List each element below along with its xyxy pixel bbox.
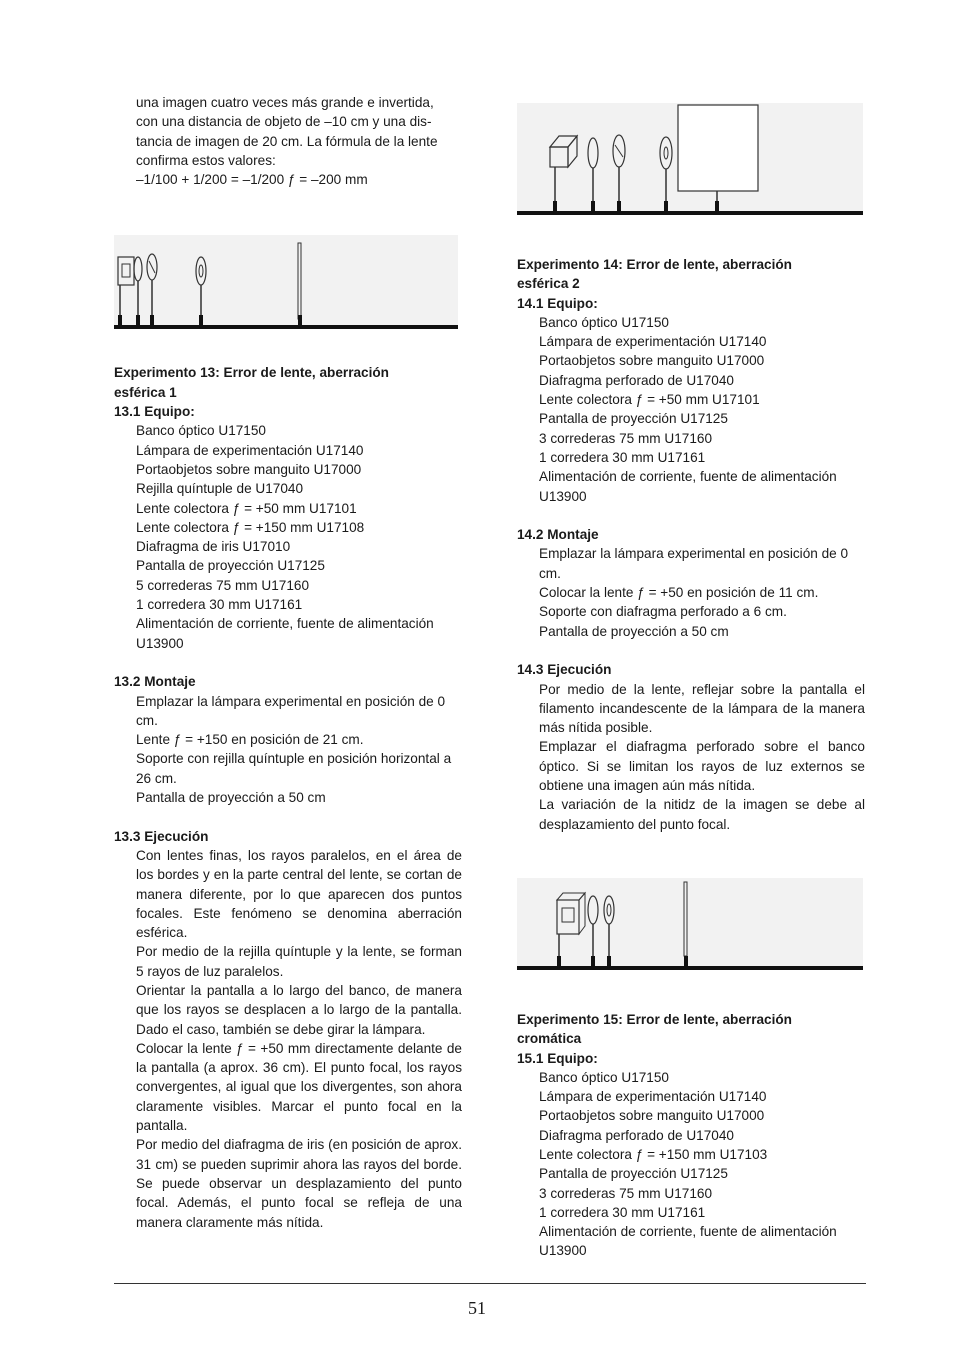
left-column xyxy=(114,93,462,1232)
paragraph: La variación de la nitidz de la imagen se debe al desplazamiento del punto focal. xyxy=(539,797,865,832)
paragraph: Emplazar el diafragma perforado sobre el banco óptico. Si se limitan los rayos de luz externos se obtiene una imagen aún más nítida. xyxy=(539,739,865,794)
list-item: 3 correderas 75 mm U17160 xyxy=(539,1185,713,1201)
list-item: Colocar la lente ƒ = +50 en posición de 11 cm. xyxy=(539,585,819,601)
list-item: Banco óptico U17150 xyxy=(136,423,266,439)
setup-figure-exp15 xyxy=(517,878,863,976)
list-item: Pantalla de proyección U17125 xyxy=(539,411,728,427)
list-item: Lente colectora ƒ = +150 mm U17103 xyxy=(539,1146,768,1162)
exp15-equipo-heading: 15.1 Equipo: xyxy=(517,1050,598,1066)
list-item: Diafragma de iris U17010 xyxy=(136,539,291,555)
list-item: Lámpara de experimentación U17140 xyxy=(136,442,364,458)
list-item: 1 corredera 30 mm U17161 xyxy=(539,1204,706,1220)
intro-line: tancia de imagen de 20 cm. La fórmula de la lente xyxy=(136,133,438,149)
exp15-equipo-list xyxy=(517,1068,865,1261)
list-item: Lente colectora ƒ = +50 mm U17101 xyxy=(539,392,760,408)
list-item: Pantalla de proyección U17125 xyxy=(136,558,325,574)
list-item: Portaobjetos sobre manguito U17000 xyxy=(539,1108,765,1124)
setup-figure-exp13 xyxy=(114,235,458,335)
list-item: 1 corredera 30 mm U17161 xyxy=(136,597,303,613)
list-item: Pantalla de proyección a 50 cm xyxy=(136,790,326,806)
exp13-title: esférica 1 xyxy=(114,384,177,400)
list-item: Alimentación de corriente, fuente de alimentación U13900 xyxy=(136,616,434,651)
exp13-equipo-list xyxy=(114,421,462,653)
list-item: Diafragma perforado de U17040 xyxy=(539,372,734,388)
list-item: Portaobjetos sobre manguito U17000 xyxy=(539,353,765,369)
footer-divider xyxy=(114,1283,866,1284)
intro-line: una imagen cuatro veces más grande e invertida, xyxy=(136,95,434,110)
exp13-ejecucion-heading: 13.3 Ejecución xyxy=(114,828,209,844)
exp14-equipo-list xyxy=(517,313,865,506)
list-item: Banco óptico U17150 xyxy=(539,1069,669,1085)
intro-line: confirma estos valores: xyxy=(136,152,276,168)
exp13-montaje-list xyxy=(114,692,462,808)
paragraph: Por medio del diafragma de iris (en posición de aprox. 31 cm) se pueden suprimir ahora las rayos del borde. Se puede observar un desplazamiento del punto focal. Además, el punto focal se refleja de una manera claramente más nítida. xyxy=(136,1137,462,1230)
exp14-title: esférica 2 xyxy=(517,276,580,292)
list-item: Banco óptico U17150 xyxy=(539,314,669,330)
paragraph: Con lentes finas, los rayos paralelos, en el área de los bordes y en la parte central del lente, se cortan de manera diferente, por lo que aparecen dos puntos focales. Este fenómeno se denomina aberración esférica. xyxy=(136,847,462,941)
exp13-ejecucion-text xyxy=(114,846,462,1232)
list-item: Soporte con rejilla quíntuple en posición horizontal a 26 cm. xyxy=(136,751,452,786)
list-item: Rejilla quíntuple de U17040 xyxy=(136,481,304,497)
paragraph: Colocar la lente ƒ = +50 mm directamente delante de la pantalla (a aprox. 36 cm). El punto focal, los rayos convergentes, al igual que los divergentes, son ahora claramente visibles. Marcar el punto focal en la pantalla. xyxy=(136,1040,462,1134)
list-item: 3 correderas 75 mm U17160 xyxy=(539,430,713,446)
exp13-title: Experimento 13: Error de lente, aberración xyxy=(114,365,389,381)
exp13-montaje-heading: 13.2 Montaje xyxy=(114,674,196,690)
paragraph: Por medio de la lente, reflejar sobre la pantalla el filamento incandescente de la lámpara de la manera más nítida posible. xyxy=(539,681,865,736)
list-item: Pantalla de proyección a 50 cm xyxy=(539,623,729,639)
list-item: 1 corredera 30 mm U17161 xyxy=(539,449,706,465)
list-item: Pantalla de proyección U17125 xyxy=(539,1166,728,1182)
list-item: Diafragma perforado de U17040 xyxy=(539,1127,734,1143)
exp15-title: cromática xyxy=(517,1031,582,1047)
list-item: Lámpara de experimentación U17140 xyxy=(539,1089,767,1105)
intro-line: con una distancia de objeto de –10 cm y una dis- xyxy=(136,114,432,130)
list-item: Portaobjetos sobre manguito U17000 xyxy=(136,461,362,477)
list-item: Emplazar la lámpara experimental en posición de 0 cm. xyxy=(539,546,849,581)
list-item: Lente colectora ƒ = +50 mm U17101 xyxy=(136,500,357,516)
paragraph: Por medio de la rejilla quíntuple y la lente, se forman 5 rayos de luz paralelos. xyxy=(136,944,462,979)
paragraph: Orientar la pantalla a lo largo del banco, de manera que los rayos se desplacen a lo largo de la pantalla. Dado el caso, también se debe girar la lámpara. xyxy=(136,982,462,1037)
exp14-equipo-heading: 14.1 Equipo: xyxy=(517,295,598,311)
list-item: Lente ƒ = +150 en posición de 21 cm. xyxy=(136,732,364,748)
exp14-montaje-list xyxy=(517,544,865,640)
right-column xyxy=(517,93,865,1261)
list-item: Soporte con diafragma perforado a 6 cm. xyxy=(539,604,787,620)
exp14-title: Experimento 14: Error de lente, aberración xyxy=(517,257,792,272)
list-item: Lámpara de experimentación U17140 xyxy=(539,334,767,350)
list-item: Alimentación de corriente, fuente de alimentación U13900 xyxy=(539,1224,837,1259)
exp14-ejecucion-text xyxy=(517,680,865,834)
exp13-equipo-heading: 13.1 Equipo: xyxy=(114,404,195,420)
exp15-title: Experimento 15: Error de lente, aberración xyxy=(517,1011,792,1027)
list-item: 5 correderas 75 mm U17160 xyxy=(136,577,310,593)
exp14-montaje-heading: 14.2 Montaje xyxy=(517,527,599,543)
setup-figure-exp14 xyxy=(517,103,863,221)
intro-formula: –1/100 + 1/200 = –1/200 ƒ = –200 mm xyxy=(136,172,368,188)
intro-text xyxy=(114,93,462,189)
exp14-ejecucion-heading: 14.3 Ejecución xyxy=(517,662,612,678)
list-item: Emplazar la lámpara experimental en posición de 0 cm. xyxy=(136,693,446,728)
list-item: Alimentación de corriente, fuente de alimentación U13900 xyxy=(539,469,837,504)
page-number: 51 xyxy=(468,1298,486,1318)
list-item: Lente colectora ƒ = +150 mm U17108 xyxy=(136,519,365,535)
